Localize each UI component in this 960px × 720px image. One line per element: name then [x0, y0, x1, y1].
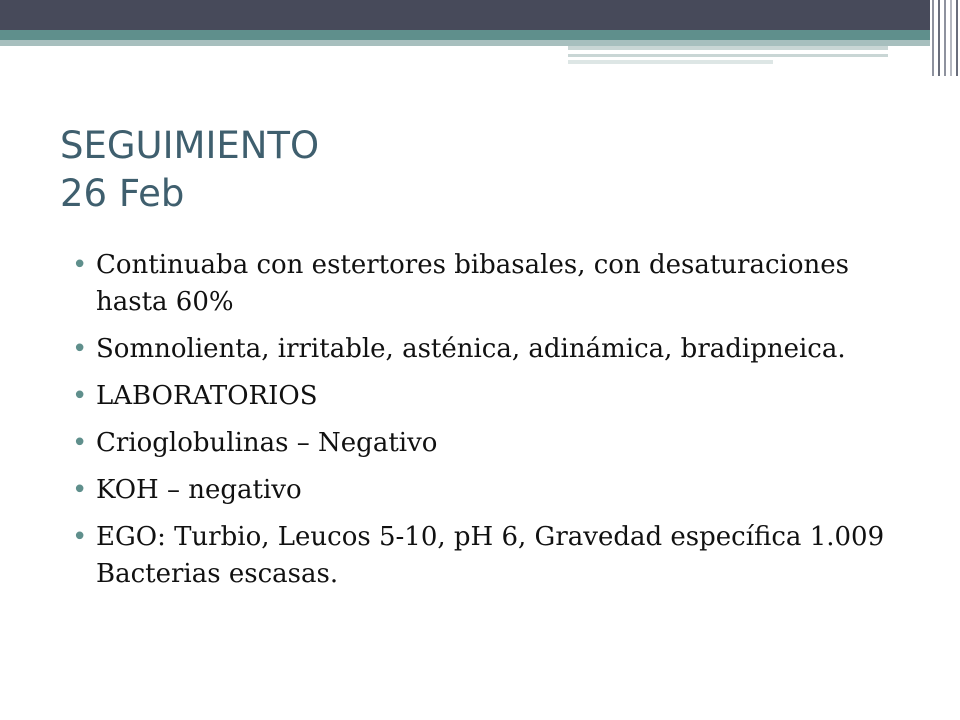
bullet-dot-icon: •: [72, 522, 88, 552]
header-band-teal: [0, 30, 960, 40]
bullet-dot-icon: •: [72, 475, 88, 505]
slide-title: [60, 122, 900, 218]
bullet-dot-icon: •: [72, 334, 88, 364]
bullet-item: [72, 519, 902, 593]
bullet-dot-icon: •: [72, 250, 88, 280]
decorative-line: [568, 54, 888, 57]
decorative-line: [568, 46, 888, 50]
bullet-item: [72, 247, 902, 321]
bullet-text: Somnolienta, irritable, asténica, adinámica, bradipneica.: [96, 334, 846, 364]
bullet-text: Crioglobulinas – Negativo: [96, 428, 438, 458]
bullet-text: KOH – negativo: [96, 475, 302, 505]
title-line-1: SEGUIMIENTO: [60, 124, 320, 167]
bullet-text: LABORATORIOS: [96, 381, 318, 411]
bullet-item: [72, 472, 902, 509]
bullet-dot-icon: •: [72, 381, 88, 411]
decorative-line: [568, 60, 773, 64]
header-band-dark: [0, 0, 960, 30]
title-line-2: 26 Feb: [60, 172, 185, 215]
bullet-text: EGO: Turbio, Leucos 5-10, pH 6, Gravedad específica 1.009 Bacterias escasas.: [96, 522, 885, 589]
bullet-item: [72, 425, 902, 462]
bullet-dot-icon: •: [72, 428, 88, 458]
bullet-list: [72, 247, 902, 603]
bullet-item: [72, 378, 902, 415]
decorative-stripes: [930, 0, 960, 76]
bullet-item: [72, 331, 902, 368]
bullet-text: Continuaba con estertores bibasales, con desaturaciones hasta 60%: [96, 250, 849, 317]
